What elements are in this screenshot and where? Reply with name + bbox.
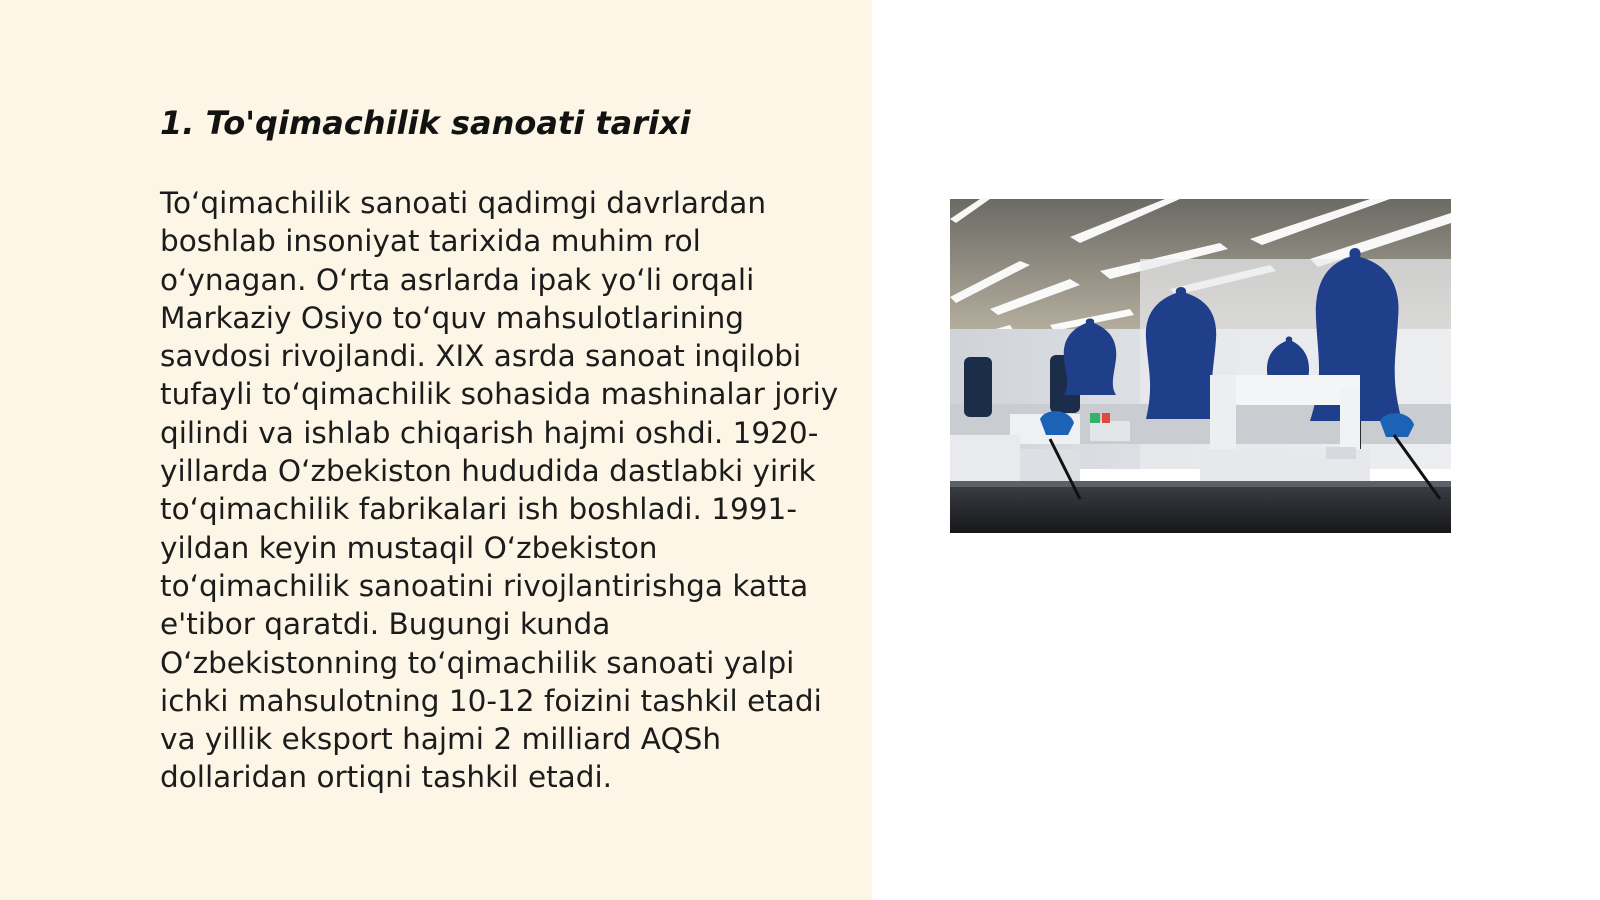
work-table xyxy=(950,485,1451,533)
slide-title: 1. To'qimachilik sanoati tarixi xyxy=(160,104,691,142)
textile-factory-photo xyxy=(950,199,1451,533)
slide-body-text: To‘qimachilik sanoati qadimgi davrlardan boshlab insoniyat tarixida muhim rol o‘ynagan. O‘rta asrlarda ipak yo‘li orqali Markaziy Osiyo to‘quv mahsulotlarining savdosi rivojlandi. XIX asrda sanoat inqilobi tufayli to‘qimachilik sohasida mashinalar joriy qilindi va ishlab chiqarish hajmi oshdi. 1920-yillarda O‘zbekiston hududida dastlabki yirik to‘qimachilik fabrikalari ish boshladi. 1991-yildan keyin mustaqil O‘zbekiston to‘qimachilik sanoatini rivojlantirishga katta e'tibor qaratdi. Bugungi kunda O‘zbekistonning to‘qimachilik sanoati yalpi ichki mahsulotning 10-12 foizini tashkil etadi va yillik eksport hajmi 2 milliard AQSh dollaridan ortiqni tashkil etadi. xyxy=(160,186,839,795)
